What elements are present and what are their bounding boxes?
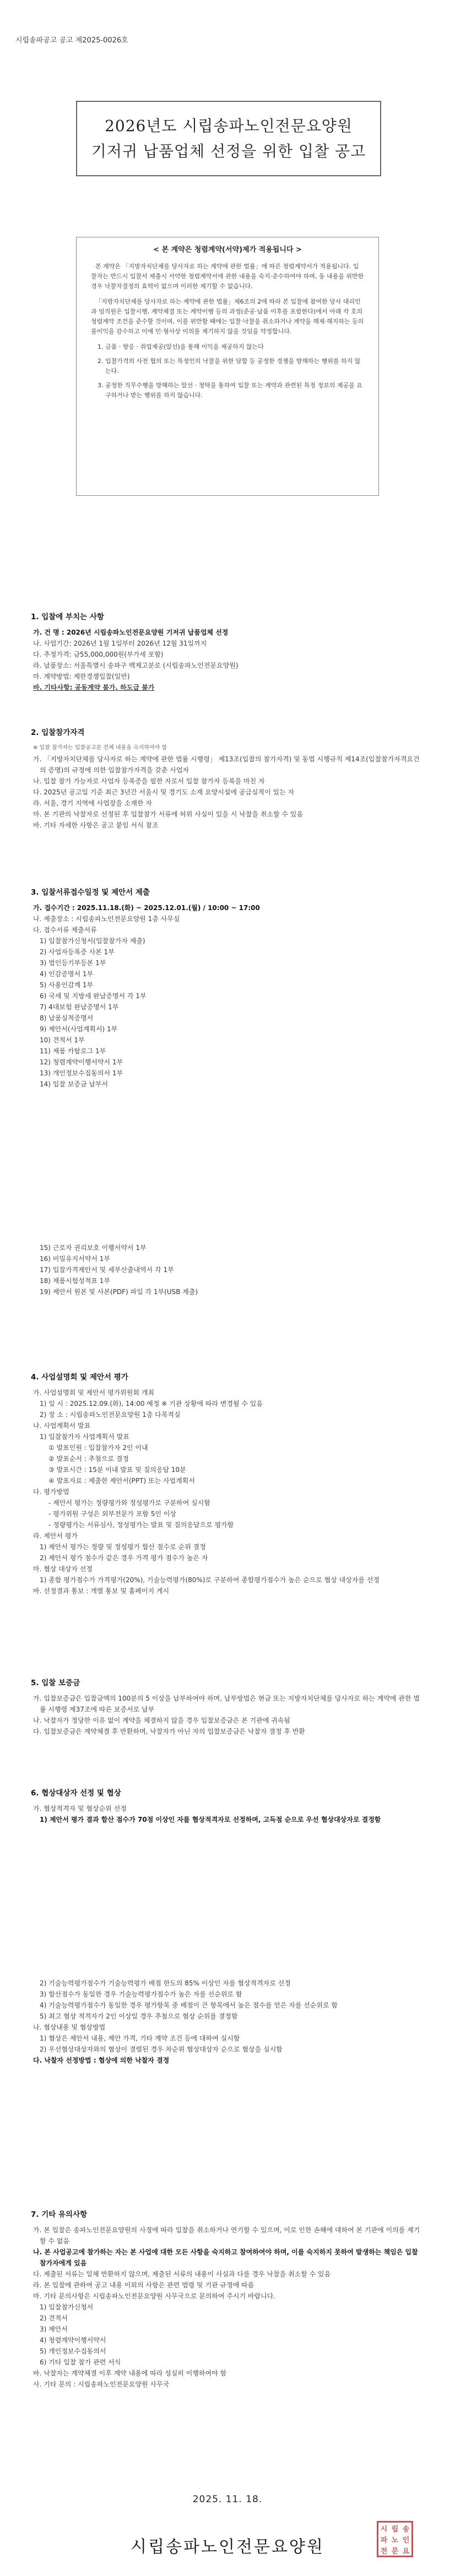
- seal-glyph: 문: [391, 2547, 399, 2556]
- section-line: ② 발표순서 : 추첨으로 결정: [48, 1455, 129, 1463]
- title-line-2: 기저귀 납품업체 선정을 위한 입찰 공고: [91, 142, 366, 160]
- seal-glyph: 시: [380, 2525, 388, 2534]
- section-line: 바. 낙찰자는 계약체결 이후 계약 내용에 따라 성실히 이행하여야 함: [33, 2369, 227, 2377]
- doc-item: 10) 견적서 1부: [40, 1036, 85, 1044]
- notice-heading: < 본 계약은 청렴계약(서약)제가 적용됩니다 >: [153, 246, 302, 254]
- section-line: 나. 사업기간: 2026년 1월 1일부터 2026년 12월 31일까지: [33, 640, 207, 647]
- notice-item: 1. 금품 · 향응 · 취업제공(알선)을 통해 이익을 제공하지 않는다: [98, 343, 264, 350]
- section-line: 다. 제출된 서류는 일체 반환하지 않으며, 제출된 서류의 내용이 사실과 다를 경우 낙찰을 취소할 수 있음: [33, 2270, 331, 2278]
- integrity-notice-box: [76, 237, 379, 496]
- section-6: [31, 1788, 424, 1825]
- seal-glyph: 송: [402, 2525, 410, 2534]
- attachment-item: 3) 제안서: [40, 2325, 68, 2333]
- notice-paragraph-1: 본 계약은 「지방자치단체를 당사자로 하는 계약에 관한 법률」에 따른 청렴계약서가 적용됩니다. 입찰자는 반드시 입찰서 제출시 서약한 청렴계약서에 관한 내용을 숙지·준수하여야 하며, 동 내용을 위반한 경우 낙찰자결정의 효력이 없으며 이러한 제기할 수 없습니다.: [91, 263, 364, 290]
- section-line: 2) 기술능력평가점수가 기술능력평가 배점 한도의 85% 이상인 자를 협상적격자로 선정: [40, 1979, 291, 1987]
- doc-item: 6) 국세 및 지방세 완납증명서 각 1부: [40, 992, 147, 1000]
- section-title: 2. 입찰참가자격: [31, 728, 85, 737]
- section-title: 4. 사업설명회 및 제안서 평가: [31, 1373, 128, 1382]
- notice-list: [91, 342, 364, 401]
- title-box: [76, 101, 381, 176]
- section-line: 4) 기술능력평가점수가 동일한 경우 평가항목 중 배점이 큰 항목에서 높은 점수를 얻은 자를 선순위로 함: [40, 2001, 338, 2009]
- attachment-item: 5) 개인정보수집동의서: [40, 2347, 106, 2355]
- section-1: [31, 611, 424, 693]
- attachment-item: 4) 청렴계약이행서약서: [40, 2336, 106, 2344]
- section-note: ※ 입찰 참가자는 입찰공고문 전체 내용을 숙지하여야 함: [33, 745, 167, 751]
- section-3-continued: [31, 1242, 424, 1297]
- section-line: 나. 낙찰자가 정당한 이유 없이 계약을 체결하지 않을 경우 입찰보증금은 본 기관에 귀속됨: [33, 1717, 290, 1724]
- seal-glyph: 노: [391, 2536, 399, 2545]
- doc-item: 1) 입찰참가신청서(입찰참가자 제출): [40, 937, 145, 945]
- section-7: [31, 2209, 424, 2390]
- doc-item: 12) 청렴계약이행서약서 1부: [40, 1058, 123, 1066]
- section-line: 나. 협상내용 및 협상방법: [33, 2023, 106, 2031]
- section-line: 다. 접수서류 제출서류: [33, 926, 97, 934]
- section-title: 1. 입찰에 부치는 사항: [31, 613, 104, 621]
- section-line: 1) 제안서 평가 결과 합산 점수가 70점 이상인 자를 협상적격자로 선정하며, 고득점 순으로 우선 협상대상자로 결정함: [40, 1816, 381, 1823]
- notice-paragraph-2: 「지방자치단체를 당사자로 하는 계약에 관한 법률」제6조의 2에 따라 본 입찰에 참여한 당사 대리인과 임직원은 입찰시행, 계약체결 또는 계약이행 등의 과정(준공·납품 이후를 포함한다)에서 아래 각 호의 청렴계약 조건을 준수할 것이며, 이를 위반할 때에는 입찰·낙찰을 취소하거나 계약을 해제·해지하는 등의 불이익을 감수하고 이에 민·형사상 이의를 제기하지 않을 것임을 약정합니다.: [91, 298, 364, 335]
- section-line: ③ 발표시간 : 15분 이내 발표 및 질의응답 10분: [48, 1466, 186, 1474]
- section-title: 7. 기타 유의사항: [31, 2210, 88, 2219]
- section-line: 5) 최고 협상 적격자가 2인 이상일 경우 추첨으로 협상 순위를 결정함: [40, 2012, 238, 2020]
- section-line: 바. 기타 자세한 사항은 공고 붙임 서식 참조: [33, 821, 159, 829]
- official-seal-stamp: [377, 2521, 413, 2557]
- attachment-item: 2) 견적서: [40, 2314, 68, 2322]
- section-line: 나. 입찰 참가 가능자로 사업자 등록증을 필한 자로서 입찰 참가자 등록을 마친 자: [33, 777, 265, 785]
- section-4: [31, 1372, 424, 1597]
- section-line: 가. 접수기간 : 2025.11.18.(화) ~ 2025.12.01.(월) / 10:00 ~ 17:00: [33, 904, 260, 912]
- doc-item: 8) 납품실적증명서: [40, 1014, 94, 1022]
- section-title: 5. 입찰 보증금: [31, 1679, 80, 1687]
- section-line: 2) 제안서 평가 점수가 같은 경우 가격 평가 점수가 높은 자: [40, 1554, 208, 1562]
- attachment-item: 1) 입찰참가신청서: [40, 2303, 94, 2311]
- notice-item: 2. 입찰가격의 사전 협의 또는 특정인의 낙찰을 위한 담합 등 공정한 경쟁을 방해하는 행위를 하지 않는다.: [98, 358, 361, 375]
- section-line: 가. 사업설명회 및 제안서 평가위원회 개최: [33, 1389, 154, 1397]
- attachment-item: 6) 기타 입찰 참가 관련 서식: [40, 2358, 121, 2366]
- section-line: 가. 협상적격자 및 협상순위 선정: [33, 1805, 127, 1812]
- organization-name: 시립송파노인전문요양원: [131, 2537, 324, 2557]
- section-line: - 제안서 평가는 정량평가와 정성평가로 구분하여 실시함: [48, 1499, 210, 1507]
- doc-item: 17) 입찰가격제안서 및 세부산출내역서 각 1부: [40, 1266, 174, 1274]
- doc-item: 14) 입찰 보증금 납부서: [40, 1080, 109, 1088]
- section-6-continued: [31, 1978, 424, 2066]
- section-line: 라. 납품장소: 서울특별시 송파구 백제고분로 (시립송파노인전문요양원): [33, 662, 239, 669]
- doc-item: 3) 법인등기부등본 1부: [40, 959, 106, 967]
- doc-item: 5) 사용인감계 1부: [40, 981, 94, 989]
- seal-glyph: 인: [402, 2536, 410, 2545]
- section-line: - 평가위원 구성은 외부전문가 포함 5인 이상: [48, 1510, 176, 1518]
- section-line: 라. 서울, 경기 지역에 사업장을 소재한 자: [33, 799, 152, 807]
- section-line: 가. 본 입찰은 송파노인전문요양원의 사정에 따라 입찰을 취소하거나 연기할 수 있으며, 이로 인한 손해에 대하여 본 기관에 이의를 제기할 수 없음: [33, 2226, 420, 2245]
- doc-item: 2) 사업자등록증 사본 1부: [40, 948, 115, 956]
- section-line: 2) 장 소 : 시립송파노인전문요양원 1층 다목적실: [40, 1411, 181, 1419]
- doc-item: 16) 비밀유지서약서 1부: [40, 1255, 110, 1263]
- section-line: 다. 입찰보증금은 계약체결 후 반환하며, 낙찰자가 아닌 자의 입찰보증금은 낙찰자 결정 후 반환: [33, 1728, 305, 1735]
- doc-item: 4) 인감증명서 1부: [40, 970, 94, 978]
- section-3: [31, 887, 424, 1090]
- section-line: 다. 낙찰자 선정방법 : 협상에 의한 낙찰자 결정: [33, 2057, 170, 2064]
- section-line: 다. 2025년 공고일 기준 최근 3년간 서울시 및 경기도 소재 요양시설에 공급실적이 있는 자: [33, 788, 295, 796]
- doc-item: 9) 제안서(사업계획서) 1부: [40, 1025, 118, 1033]
- doc-item: 7) 4대보험 완납증명서 1부: [40, 1003, 119, 1011]
- doc-item: 11) 제품 카탈로그 1부: [40, 1047, 106, 1055]
- section-title: 3. 입찰서류접수일정 및 제안서 제출: [31, 888, 150, 897]
- seal-glyph: 파: [380, 2536, 388, 2545]
- section-line: 다. 평가방법: [33, 1488, 69, 1496]
- doc-item: 13) 개인정보수집동의서 1부: [40, 1069, 123, 1077]
- announcement-number: 시립송파공고 공고 제2025-0026호: [15, 36, 128, 45]
- section-line: 사. 기타 문의 : 시립송파노인전문요양원 사무국: [33, 2380, 170, 2388]
- section-line: 1) 일 시 : 2025.12.09.(화), 14:00 예정 ※ 기관 상황에 따라 변경될 수 있음: [40, 1400, 263, 1408]
- section-line: 마. 계약방법: 제한경쟁입찰(일반): [33, 673, 130, 680]
- section-line: 1) 입찰참가자 사업계획서 발표: [40, 1433, 129, 1441]
- seal-glyph: 요: [402, 2547, 410, 2556]
- title-line-1: 2026년도 시립송파노인전문요양원: [105, 116, 353, 135]
- section-line: - 정량평가는 서류심사, 정성평가는 발표 및 질의응답으로 평가함: [48, 1521, 234, 1529]
- section-line: 바. 선정결과 통보 : 개별 통보 및 홈페이지 게시: [33, 1587, 170, 1595]
- section-line: ① 발표인원 : 입찰참가자 2인 이내: [48, 1444, 148, 1452]
- section-line: 가. 건 명 : 2026년 시립송파노인전문요양원 기저귀 납품업체 선정: [33, 629, 229, 636]
- section-line: 1) 협상은 제안서 내용, 제안 가격, 기타 계약 조건 등에 대하여 실시함: [40, 2034, 240, 2042]
- announcement-date: 2025. 11. 18.: [192, 2494, 263, 2505]
- doc-item: 19) 제안서 원본 및 사본(PDF) 파일 각 1부(USB 제출): [40, 1288, 198, 1296]
- section-line: 가. 입찰보증금은 입찰금액의 100분의 5 이상을 납부하여야 하며, 납부방법은 현금 또는 지방자치단체를 당사자로 하는 계약에 관한 법률 시행령 제37조에 따른 보증서로 납부: [33, 1695, 420, 1713]
- section-line: 다. 추정가격: 금55,000,000원(부가세 포함): [33, 651, 164, 658]
- section-line: 1) 제안서 평가는 정량 및 정성평가 합산 점수로 순위 결정: [40, 1543, 206, 1551]
- seal-glyph: 전: [380, 2547, 388, 2556]
- section-line: ④ 발표자료 : 제출한 제안서(PPT) 또는 사업계획서: [48, 1477, 195, 1485]
- section-line: 라. 제안서 평가: [33, 1532, 78, 1540]
- section-line: 바. 기타사항: 공동계약 불가, 하도급 불가: [33, 684, 155, 691]
- section-line: 2) 우선협상대상자와의 협상이 결렬된 경우 차순위 협상대상자 순으로 협상을 실시함: [40, 2045, 283, 2053]
- section-title: 6. 협상대상자 선정 및 협상: [31, 1789, 121, 1798]
- section-line: 나. 사업계획서 발표: [33, 1422, 91, 1430]
- section-5: [31, 1677, 424, 1737]
- section-2: [31, 727, 424, 831]
- section-line: 나. 제출장소 : 시립송파노인전문요양원 1층 사무실: [33, 915, 180, 923]
- section-line: 라. 본 입찰에 관하여 공고 내용 이외의 사항은 관련 법령 및 기관 규정에 따름: [33, 2281, 254, 2289]
- section-line: 마. 본 기관의 낙찰자로 선정된 후 입찰참가 서류에 허위 사실이 있을 시 낙찰을 취소할 수 있음: [33, 810, 303, 818]
- section-line: 마. 기타 문의사항은 시립송파노인전문요양원 사무국으로 문의하여 주시기 바랍니다.: [33, 2292, 276, 2300]
- doc-item: 18) 제품시험성적표 1부: [40, 1277, 110, 1285]
- section-line: 나. 본 사업공고에 참가하는 자는 본 사업에 대한 모든 사항을 숙지하고 참여하여야 하며, 이를 숙지하지 못하여 발생하는 책임은 입찰참가자에게 있음: [33, 2248, 418, 2267]
- section-line: 가. 「지방자치단체를 당사자로 하는 계약에 관한 법률 시행령」 제13조(입찰의 참가자격) 및 동법 시행규칙 제14조(입찰참가자격요건의 증명)의 규정에 의한 입찰참가자격을 갖춘 사업자: [33, 755, 420, 774]
- doc-item: 15) 근로자 권리보호 이행서약서 1부: [40, 1244, 147, 1252]
- section-line: 1) 종합 평가점수가 가격평가(20%), 기술능력평가(80%)로 구분하여 종합평가점수가 높은 순으로 협상 대상자를 선정: [40, 1576, 380, 1584]
- seal-glyph: 립: [391, 2525, 399, 2534]
- notice-item: 3. 공정한 직무수행을 방해하는 알선 · 청탁을 통하여 입찰 또는 계약과 관련된 특정 정보의 제공을 요구하거나 받는 행위를 하지 않습니다.: [98, 382, 362, 399]
- section-line: 마. 협상 대상자 선정: [33, 1565, 93, 1573]
- section-line: 3) 합산점수가 동일한 경우 기술능력평가점수가 높은 자를 선순위로 함: [40, 1990, 242, 1998]
